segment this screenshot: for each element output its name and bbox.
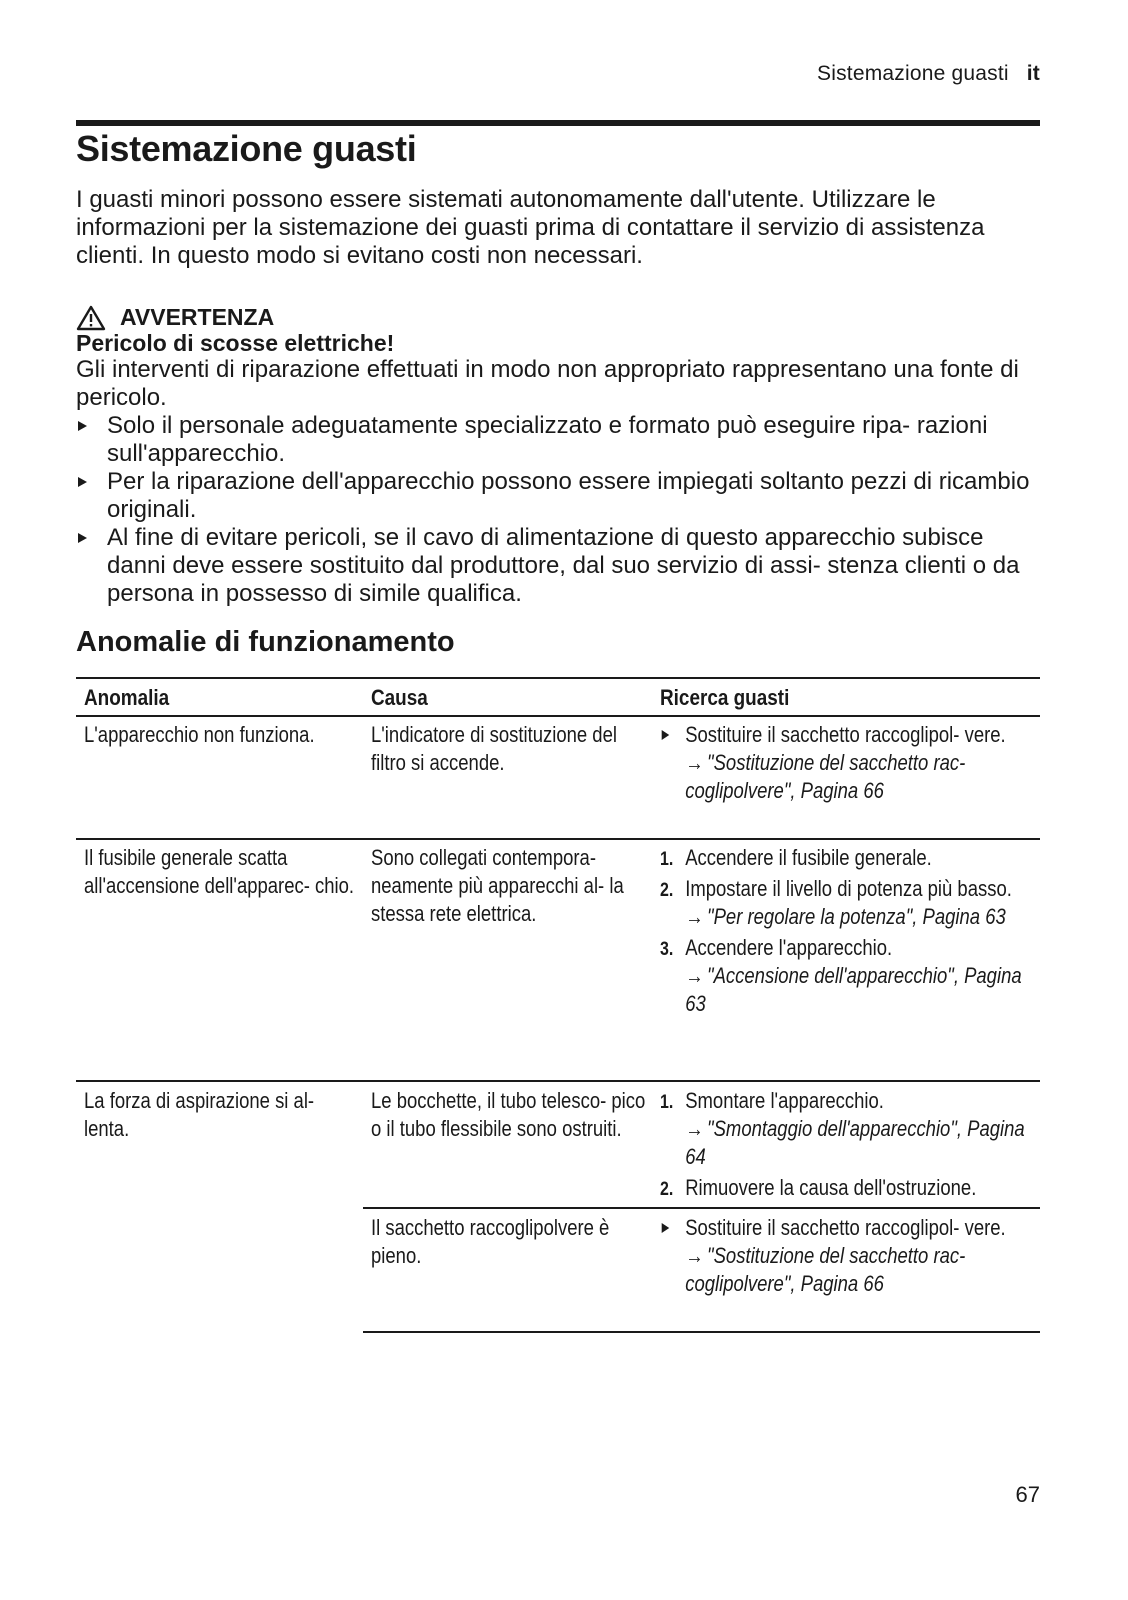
row2-cause: Sono collegati contempora- neamente più apparecchi al- la stessa rete elettrica.: [371, 845, 624, 926]
bullet-triangle-icon: [662, 1223, 670, 1233]
row3-fix-b: [660, 1214, 1030, 1298]
arrow-right-icon: →: [685, 750, 704, 775]
header-section: Sistemazione guasti: [817, 62, 1009, 85]
row1-cause: L'indicatore di sostituzione del filtro si accende.: [371, 722, 617, 775]
list-item: [76, 524, 1046, 608]
table-header: [76, 677, 1040, 717]
warning-label: AVVERTENZA: [120, 304, 275, 330]
step-number: 1.: [660, 849, 674, 870]
row2-fix: [660, 844, 1030, 1018]
warning-body: Gli interventi di riparazione effettuati in modo non appropriato rappresentano una fonte di pericolo.: [76, 356, 1019, 411]
row1-fix: [660, 721, 1030, 805]
row1-anomaly: L'apparecchio non funziona.: [84, 722, 315, 747]
bullet-triangle-icon: [662, 730, 670, 740]
col-header-anomaly: Anomalia: [84, 685, 170, 710]
list-item: [76, 468, 1046, 524]
bullet-triangle-icon: [78, 421, 87, 431]
step-number: 2.: [660, 880, 674, 901]
header-language: it: [1026, 62, 1040, 85]
bullet-text: Solo il personale adeguatamente specializzato e formato può eseguire ripa- razioni sull'apparecchio.: [107, 412, 988, 467]
col-header-cause: Causa: [371, 685, 428, 710]
troubleshooting-table: [76, 677, 1040, 1296]
fix-step: Accendere il fusibile generale.: [685, 845, 932, 870]
page-reference: "Sostituzione del sacchetto rac- coglipolvere", Pagina 66: [685, 1243, 966, 1296]
row3-cause-a: Le bocchette, il tubo telesco- pico o il tubo flessibile sono ostruiti.: [371, 1088, 646, 1141]
row3-cause-b: Il sacchetto raccoglipolvere è pieno.: [371, 1215, 610, 1268]
fix-step: Accendere l'apparecchio.: [685, 935, 893, 960]
row-divider: [76, 838, 1040, 840]
step-number: 2.: [660, 1179, 674, 1200]
warning-bullet-list: [76, 412, 1046, 608]
list-item: [76, 412, 1046, 468]
running-header: [817, 62, 1040, 86]
fix-step: Impostare il livello di potenza più basso.: [685, 876, 1012, 901]
bullet-text: Per la riparazione dell'apparecchio possono essere impiegati soltanto pezzi di ricambio originali.: [107, 468, 1030, 523]
fix-step: Sostituire il sacchetto raccoglipol- vere.: [685, 1215, 1006, 1240]
warning-subtitle: Pericolo di scosse elettriche!: [76, 330, 395, 356]
row2-anomaly: Il fusibile generale scatta all'accensione dell'apparec- chio.: [84, 845, 355, 898]
bullet-triangle-icon: [78, 477, 87, 487]
page-reference: "Sostituzione del sacchetto rac- coglipolvere", Pagina 66: [685, 750, 966, 803]
page-number: 67: [1015, 1482, 1040, 1507]
title-rule: [76, 120, 1040, 126]
row3-fix-a: [660, 1087, 1030, 1202]
step-number: 3.: [660, 939, 674, 960]
page-reference: "Accensione dell'apparecchio", Pagina 63: [685, 963, 1022, 1016]
fix-step: Rimuovere la causa dell'ostruzione.: [685, 1175, 977, 1200]
table-bottom-rule: [363, 1331, 1040, 1333]
fix-step: Sostituire il sacchetto raccoglipol- vere.: [685, 722, 1006, 747]
intro-paragraph: I guasti minori possono essere sistemati autonomamente dall'utente. Utilizzare le informazioni per la sistemazione dei guasti prima di contattare il servizio di assistenza clienti. In questo modo si evitano costi non necessari.: [76, 186, 985, 269]
section-title: Anomalie di funzionamento: [76, 626, 455, 658]
step-number: 1.: [660, 1092, 674, 1113]
arrow-right-icon: →: [685, 1243, 704, 1268]
arrow-right-icon: →: [685, 963, 704, 988]
col-header-fix: Ricerca guasti: [660, 685, 790, 710]
row3-anomaly: La forza di aspirazione si al- lenta.: [84, 1088, 315, 1141]
bullet-text: Al fine di evitare pericoli, se il cavo di alimentazione di questo apparecchio subisce danni deve essere sostituito dal produttore, dal suo servizio di assi- stenza clienti o da persona in possesso di simile qualifica.: [107, 524, 1020, 607]
row-divider: [363, 1207, 1040, 1209]
bullet-triangle-icon: [78, 533, 87, 543]
warning-triangle-icon: [76, 305, 106, 331]
page-reference: "Per regolare la potenza", Pagina 63: [707, 904, 1006, 929]
page-reference: "Smontaggio dell'apparecchio", Pagina 64: [685, 1116, 1025, 1169]
arrow-right-icon: →: [685, 904, 704, 929]
row-divider: [76, 1080, 1040, 1082]
warning-heading: [76, 304, 274, 331]
arrow-right-icon: →: [685, 1116, 704, 1141]
page-title: Sistemazione guasti: [76, 128, 417, 169]
fix-step: Smontare l'apparecchio.: [685, 1088, 884, 1113]
